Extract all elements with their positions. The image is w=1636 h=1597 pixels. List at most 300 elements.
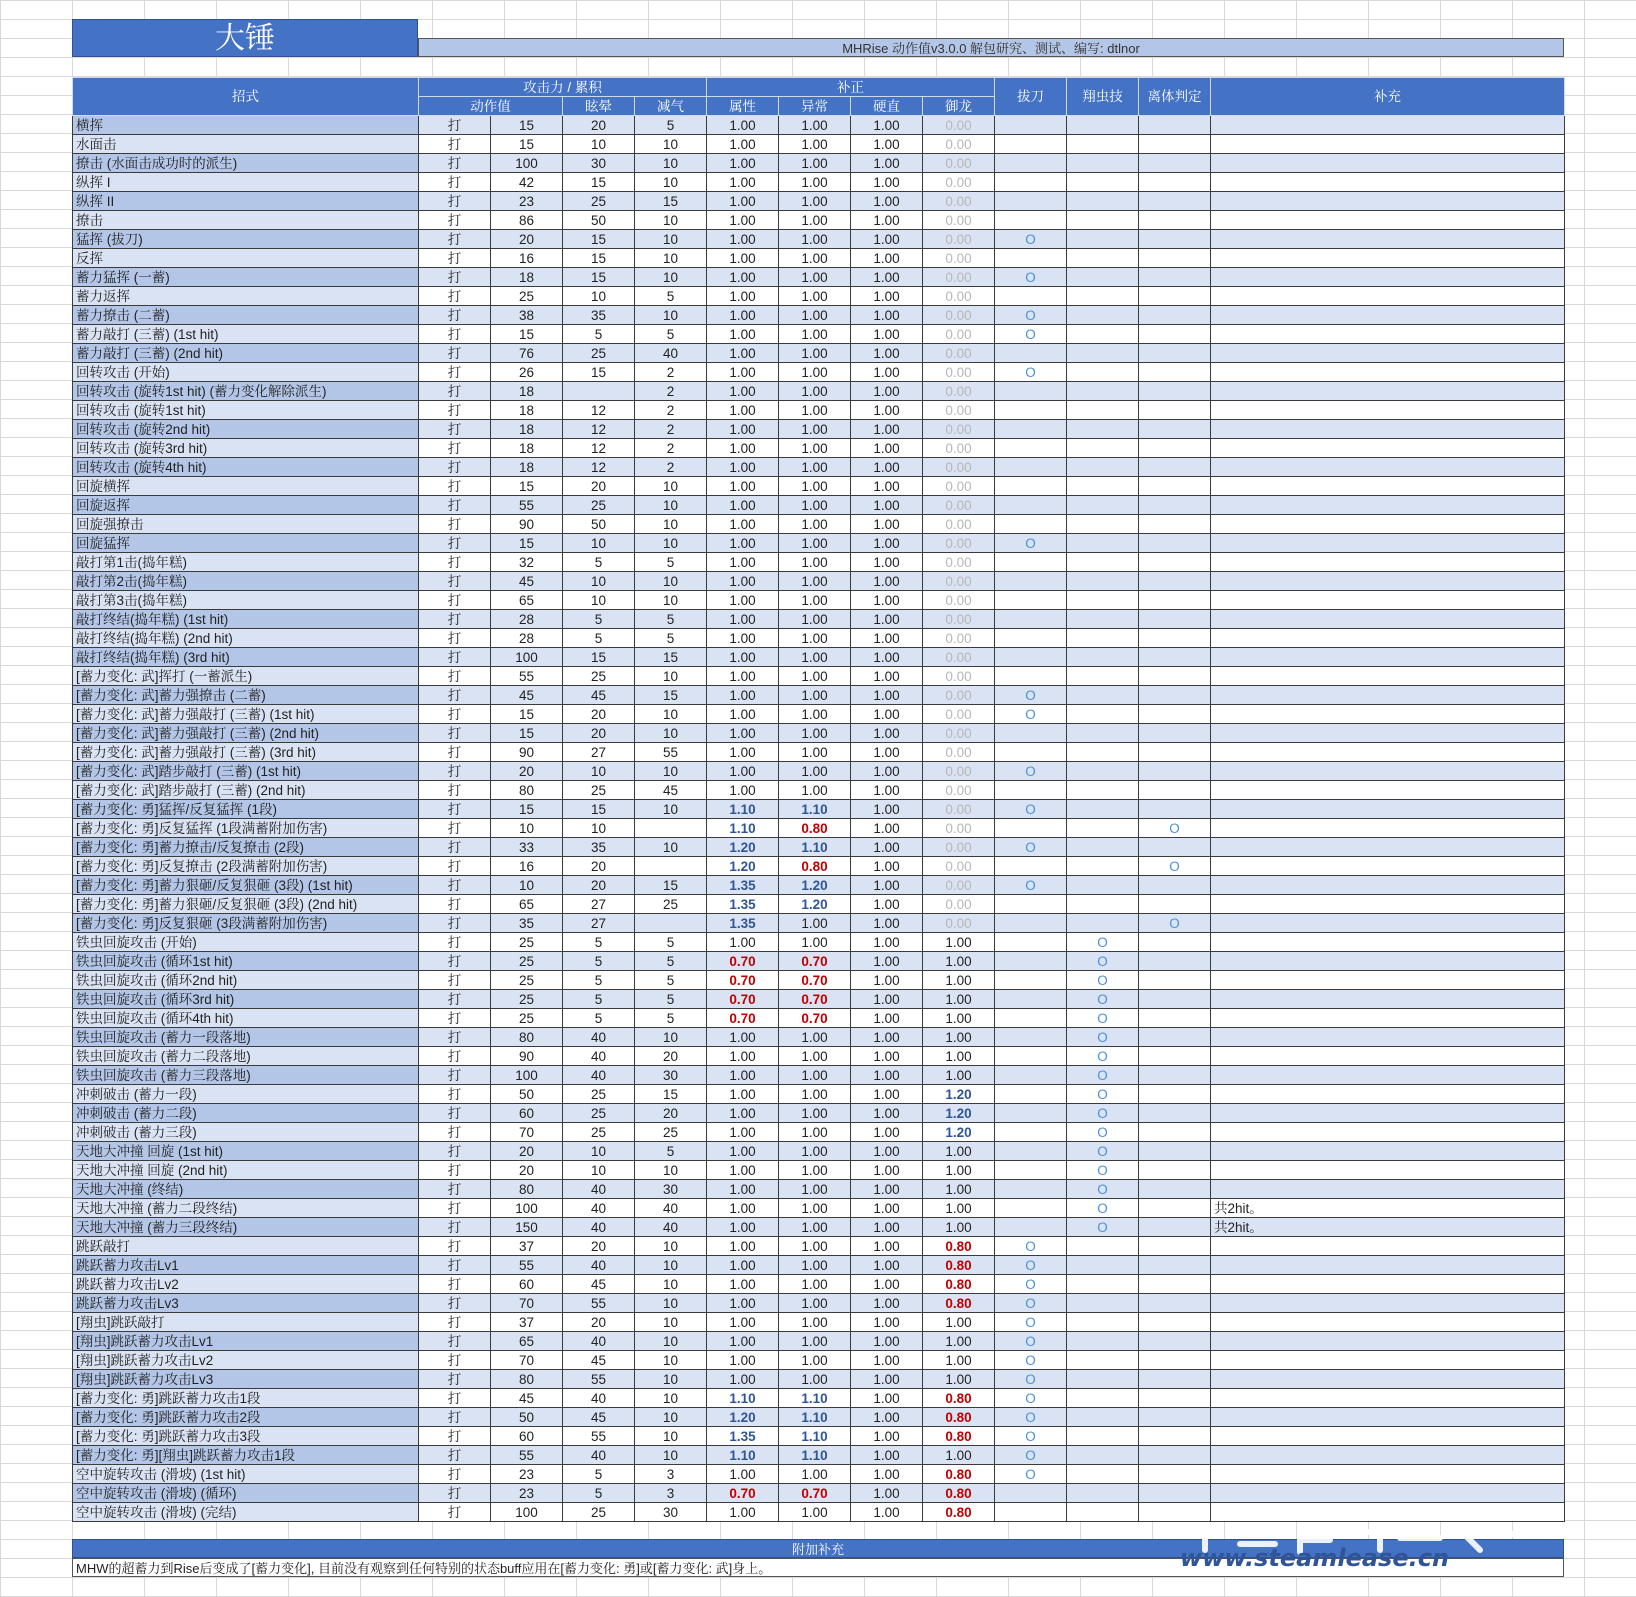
exhaust-cell[interactable]: 2 <box>635 363 707 382</box>
hitstop-mod-cell[interactable]: 1.00 <box>851 1104 923 1123</box>
offset-flag-cell[interactable]: O <box>1139 914 1211 933</box>
stun-cell[interactable]: 20 <box>563 857 635 876</box>
offset-flag-cell[interactable] <box>1139 990 1211 1009</box>
status-mod-cell[interactable]: 1.00 <box>779 629 851 648</box>
draw-flag-cell[interactable]: O <box>995 1332 1067 1351</box>
exhaust-cell[interactable]: 10 <box>635 1237 707 1256</box>
wyvern-riding-mod-cell[interactable]: 0.00 <box>923 116 995 135</box>
header-stun[interactable]: 眩晕 <box>563 97 635 116</box>
header-wyvern-riding[interactable]: 御龙 <box>923 97 995 116</box>
motion-value-cell[interactable]: 18 <box>491 401 563 420</box>
hitstop-mod-cell[interactable]: 1.00 <box>851 572 923 591</box>
exhaust-cell[interactable]: 55 <box>635 743 707 762</box>
move-name-cell[interactable]: 天地大冲撞 (蓄力三段终结) <box>73 1218 419 1237</box>
damage-type-cell[interactable]: 打 <box>419 1351 491 1370</box>
motion-value-cell[interactable]: 25 <box>491 990 563 1009</box>
wyvern-riding-mod-cell[interactable]: 0.00 <box>923 800 995 819</box>
damage-type-cell[interactable]: 打 <box>419 857 491 876</box>
damage-type-cell[interactable]: 打 <box>419 116 491 135</box>
move-name-cell[interactable]: [蓄力变化: 武]蓄力强敲打 (三蓄) (2nd hit) <box>73 724 419 743</box>
status-mod-cell[interactable]: 1.00 <box>779 458 851 477</box>
stun-cell[interactable]: 20 <box>563 1237 635 1256</box>
offset-flag-cell[interactable] <box>1139 1256 1211 1275</box>
exhaust-cell[interactable]: 2 <box>635 420 707 439</box>
exhaust-cell[interactable]: 5 <box>635 287 707 306</box>
move-name-cell[interactable]: 跳跃蓄力攻击Lv2 <box>73 1275 419 1294</box>
element-mod-cell[interactable]: 1.00 <box>707 667 779 686</box>
wyvern-riding-mod-cell[interactable]: 0.80 <box>923 1237 995 1256</box>
offset-flag-cell[interactable] <box>1139 496 1211 515</box>
offset-flag-cell[interactable] <box>1139 363 1211 382</box>
exhaust-cell[interactable]: 10 <box>635 173 707 192</box>
stun-cell[interactable]: 27 <box>563 743 635 762</box>
offset-flag-cell[interactable] <box>1139 1465 1211 1484</box>
wirebug-flag-cell[interactable] <box>1067 800 1139 819</box>
draw-flag-cell[interactable]: O <box>995 1427 1067 1446</box>
draw-flag-cell[interactable]: O <box>995 534 1067 553</box>
exhaust-cell[interactable]: 3 <box>635 1465 707 1484</box>
offset-flag-cell[interactable] <box>1139 230 1211 249</box>
status-mod-cell[interactable]: 1.00 <box>779 1199 851 1218</box>
damage-type-cell[interactable]: 打 <box>419 1066 491 1085</box>
stun-cell[interactable]: 40 <box>563 1218 635 1237</box>
move-name-cell[interactable]: 空中旋转攻击 (滑坡) (完结) <box>73 1503 419 1522</box>
move-name-cell[interactable]: 回转攻击 (旋转1st hit) (蓄力变化解除派生) <box>73 382 419 401</box>
stun-cell[interactable]: 12 <box>563 420 635 439</box>
draw-flag-cell[interactable] <box>995 1104 1067 1123</box>
motion-value-cell[interactable]: 10 <box>491 876 563 895</box>
exhaust-cell[interactable]: 5 <box>635 971 707 990</box>
motion-value-cell[interactable]: 80 <box>491 1028 563 1047</box>
element-mod-cell[interactable]: 1.00 <box>707 743 779 762</box>
draw-flag-cell[interactable] <box>995 1066 1067 1085</box>
status-mod-cell[interactable]: 0.70 <box>779 971 851 990</box>
note-cell[interactable] <box>1211 1503 1565 1522</box>
hitstop-mod-cell[interactable]: 1.00 <box>851 1389 923 1408</box>
wyvern-riding-mod-cell[interactable]: 0.00 <box>923 230 995 249</box>
status-mod-cell[interactable]: 1.00 <box>779 420 851 439</box>
damage-type-cell[interactable]: 打 <box>419 914 491 933</box>
damage-type-cell[interactable]: 打 <box>419 1313 491 1332</box>
exhaust-cell[interactable]: 2 <box>635 458 707 477</box>
exhaust-cell[interactable]: 2 <box>635 382 707 401</box>
damage-type-cell[interactable]: 打 <box>419 1370 491 1389</box>
note-cell[interactable] <box>1211 420 1565 439</box>
wyvern-riding-mod-cell[interactable]: 1.00 <box>923 1142 995 1161</box>
move-name-cell[interactable]: 纵挥 I <box>73 173 419 192</box>
wyvern-riding-mod-cell[interactable]: 0.00 <box>923 838 995 857</box>
move-name-cell[interactable]: 蓄力撩击 (二蓄) <box>73 306 419 325</box>
status-mod-cell[interactable]: 1.00 <box>779 1218 851 1237</box>
wirebug-flag-cell[interactable] <box>1067 173 1139 192</box>
draw-flag-cell[interactable]: O <box>995 325 1067 344</box>
header-exhaust[interactable]: 减气 <box>635 97 707 116</box>
motion-value-cell[interactable]: 55 <box>491 496 563 515</box>
exhaust-cell[interactable]: 10 <box>635 249 707 268</box>
draw-flag-cell[interactable]: O <box>995 363 1067 382</box>
exhaust-cell[interactable]: 10 <box>635 1275 707 1294</box>
stun-cell[interactable]: 5 <box>563 933 635 952</box>
offset-flag-cell[interactable] <box>1139 1009 1211 1028</box>
draw-flag-cell[interactable] <box>995 553 1067 572</box>
wirebug-flag-cell[interactable] <box>1067 344 1139 363</box>
offset-flag-cell[interactable] <box>1139 667 1211 686</box>
offset-flag-cell[interactable] <box>1139 1389 1211 1408</box>
motion-value-cell[interactable]: 23 <box>491 1484 563 1503</box>
draw-flag-cell[interactable] <box>995 990 1067 1009</box>
status-mod-cell[interactable]: 1.00 <box>779 572 851 591</box>
wyvern-riding-mod-cell[interactable]: 0.00 <box>923 458 995 477</box>
status-mod-cell[interactable]: 1.00 <box>779 477 851 496</box>
stun-cell[interactable]: 40 <box>563 1446 635 1465</box>
offset-flag-cell[interactable] <box>1139 1332 1211 1351</box>
wirebug-flag-cell[interactable]: O <box>1067 990 1139 1009</box>
draw-flag-cell[interactable]: O <box>995 268 1067 287</box>
offset-flag-cell[interactable] <box>1139 1218 1211 1237</box>
move-name-cell[interactable]: [蓄力变化: 勇]猛挥/反复猛挥 (1段) <box>73 800 419 819</box>
note-cell[interactable] <box>1211 1427 1565 1446</box>
wirebug-flag-cell[interactable] <box>1067 857 1139 876</box>
stun-cell[interactable]: 15 <box>563 230 635 249</box>
stun-cell[interactable]: 25 <box>563 781 635 800</box>
exhaust-cell[interactable]: 5 <box>635 990 707 1009</box>
offset-flag-cell[interactable] <box>1139 344 1211 363</box>
damage-type-cell[interactable]: 打 <box>419 1009 491 1028</box>
hitstop-mod-cell[interactable]: 1.00 <box>851 1351 923 1370</box>
draw-flag-cell[interactable] <box>995 1503 1067 1522</box>
move-name-cell[interactable]: 天地大冲撞 (终结) <box>73 1180 419 1199</box>
note-cell[interactable] <box>1211 344 1565 363</box>
wyvern-riding-mod-cell[interactable]: 0.80 <box>923 1408 995 1427</box>
hitstop-mod-cell[interactable]: 1.00 <box>851 1446 923 1465</box>
stun-cell[interactable]: 25 <box>563 496 635 515</box>
damage-type-cell[interactable]: 打 <box>419 420 491 439</box>
wyvern-riding-mod-cell[interactable]: 0.00 <box>923 401 995 420</box>
motion-value-cell[interactable]: 50 <box>491 1408 563 1427</box>
motion-value-cell[interactable]: 26 <box>491 363 563 382</box>
element-mod-cell[interactable]: 1.00 <box>707 1218 779 1237</box>
hitstop-mod-cell[interactable]: 1.00 <box>851 439 923 458</box>
note-cell[interactable] <box>1211 1047 1565 1066</box>
damage-type-cell[interactable]: 打 <box>419 344 491 363</box>
move-name-cell[interactable]: 铁虫回旋攻击 (循环4th hit) <box>73 1009 419 1028</box>
element-mod-cell[interactable]: 1.00 <box>707 610 779 629</box>
note-cell[interactable] <box>1211 553 1565 572</box>
header-status[interactable]: 异常 <box>779 97 851 116</box>
offset-flag-cell[interactable] <box>1139 781 1211 800</box>
wirebug-flag-cell[interactable] <box>1067 1427 1139 1446</box>
exhaust-cell[interactable]: 25 <box>635 895 707 914</box>
offset-flag-cell[interactable] <box>1139 325 1211 344</box>
wyvern-riding-mod-cell[interactable]: 0.00 <box>923 705 995 724</box>
wyvern-riding-mod-cell[interactable]: 0.80 <box>923 1256 995 1275</box>
damage-type-cell[interactable]: 打 <box>419 173 491 192</box>
wyvern-riding-mod-cell[interactable]: 0.00 <box>923 781 995 800</box>
stun-cell[interactable]: 35 <box>563 306 635 325</box>
element-mod-cell[interactable]: 1.00 <box>707 1351 779 1370</box>
offset-flag-cell[interactable] <box>1139 1484 1211 1503</box>
wyvern-riding-mod-cell[interactable]: 1.00 <box>923 933 995 952</box>
motion-value-cell[interactable]: 65 <box>491 1332 563 1351</box>
draw-flag-cell[interactable] <box>995 610 1067 629</box>
offset-flag-cell[interactable] <box>1139 1370 1211 1389</box>
draw-flag-cell[interactable] <box>995 667 1067 686</box>
damage-type-cell[interactable]: 打 <box>419 1427 491 1446</box>
element-mod-cell[interactable]: 1.10 <box>707 1389 779 1408</box>
stun-cell[interactable]: 25 <box>563 1104 635 1123</box>
draw-flag-cell[interactable] <box>995 382 1067 401</box>
wirebug-flag-cell[interactable] <box>1067 781 1139 800</box>
wirebug-flag-cell[interactable] <box>1067 610 1139 629</box>
exhaust-cell[interactable]: 10 <box>635 572 707 591</box>
wyvern-riding-mod-cell[interactable]: 1.00 <box>923 1161 995 1180</box>
hitstop-mod-cell[interactable]: 1.00 <box>851 743 923 762</box>
note-cell[interactable] <box>1211 1484 1565 1503</box>
stun-cell[interactable]: 5 <box>563 1465 635 1484</box>
draw-flag-cell[interactable]: O <box>995 1351 1067 1370</box>
offset-flag-cell[interactable] <box>1139 420 1211 439</box>
element-mod-cell[interactable]: 1.00 <box>707 1066 779 1085</box>
wyvern-riding-mod-cell[interactable]: 0.00 <box>923 610 995 629</box>
wirebug-flag-cell[interactable] <box>1067 515 1139 534</box>
element-mod-cell[interactable]: 1.00 <box>707 268 779 287</box>
offset-flag-cell[interactable] <box>1139 1104 1211 1123</box>
motion-value-cell[interactable]: 15 <box>491 135 563 154</box>
header-move[interactable]: 招式 <box>73 78 419 116</box>
element-mod-cell[interactable]: 1.20 <box>707 1408 779 1427</box>
wirebug-flag-cell[interactable] <box>1067 382 1139 401</box>
offset-flag-cell[interactable] <box>1139 1199 1211 1218</box>
motion-value-cell[interactable]: 25 <box>491 1009 563 1028</box>
wyvern-riding-mod-cell[interactable]: 0.00 <box>923 211 995 230</box>
offset-flag-cell[interactable] <box>1139 1085 1211 1104</box>
stun-cell[interactable]: 15 <box>563 249 635 268</box>
wirebug-flag-cell[interactable] <box>1067 477 1139 496</box>
hitstop-mod-cell[interactable]: 1.00 <box>851 1218 923 1237</box>
wirebug-flag-cell[interactable] <box>1067 1351 1139 1370</box>
draw-flag-cell[interactable] <box>995 648 1067 667</box>
stun-cell[interactable]: 12 <box>563 458 635 477</box>
draw-flag-cell[interactable]: O <box>995 1465 1067 1484</box>
status-mod-cell[interactable]: 1.00 <box>779 1294 851 1313</box>
damage-type-cell[interactable]: 打 <box>419 1028 491 1047</box>
exhaust-cell[interactable]: 5 <box>635 933 707 952</box>
damage-type-cell[interactable]: 打 <box>419 1218 491 1237</box>
draw-flag-cell[interactable] <box>995 173 1067 192</box>
stun-cell[interactable] <box>563 382 635 401</box>
note-cell[interactable] <box>1211 1085 1565 1104</box>
stun-cell[interactable]: 5 <box>563 629 635 648</box>
hitstop-mod-cell[interactable]: 1.00 <box>851 344 923 363</box>
wyvern-riding-mod-cell[interactable]: 0.80 <box>923 1503 995 1522</box>
motion-value-cell[interactable]: 70 <box>491 1294 563 1313</box>
move-name-cell[interactable]: 空中旋转攻击 (滑坡) (循环) <box>73 1484 419 1503</box>
exhaust-cell[interactable]: 10 <box>635 1351 707 1370</box>
damage-type-cell[interactable]: 打 <box>419 287 491 306</box>
hitstop-mod-cell[interactable]: 1.00 <box>851 1180 923 1199</box>
wyvern-riding-mod-cell[interactable]: 0.80 <box>923 1484 995 1503</box>
damage-type-cell[interactable]: 打 <box>419 1104 491 1123</box>
status-mod-cell[interactable]: 1.00 <box>779 325 851 344</box>
hitstop-mod-cell[interactable]: 1.00 <box>851 800 923 819</box>
motion-value-cell[interactable]: 15 <box>491 116 563 135</box>
wirebug-flag-cell[interactable] <box>1067 553 1139 572</box>
header-hitstop[interactable]: 硬直 <box>851 97 923 116</box>
wyvern-riding-mod-cell[interactable]: 0.00 <box>923 914 995 933</box>
wyvern-riding-mod-cell[interactable]: 0.00 <box>923 306 995 325</box>
hitstop-mod-cell[interactable]: 1.00 <box>851 610 923 629</box>
offset-flag-cell[interactable] <box>1139 1180 1211 1199</box>
draw-flag-cell[interactable]: O <box>995 1294 1067 1313</box>
wyvern-riding-mod-cell[interactable]: 0.00 <box>923 496 995 515</box>
damage-type-cell[interactable]: 打 <box>419 705 491 724</box>
exhaust-cell[interactable]: 5 <box>635 1142 707 1161</box>
note-cell[interactable] <box>1211 914 1565 933</box>
hitstop-mod-cell[interactable]: 1.00 <box>851 1294 923 1313</box>
hitstop-mod-cell[interactable]: 1.00 <box>851 1332 923 1351</box>
element-mod-cell[interactable]: 1.00 <box>707 230 779 249</box>
hitstop-mod-cell[interactable]: 1.00 <box>851 173 923 192</box>
motion-value-cell[interactable]: 15 <box>491 800 563 819</box>
note-cell[interactable] <box>1211 135 1565 154</box>
motion-value-cell[interactable]: 15 <box>491 477 563 496</box>
element-mod-cell[interactable]: 1.00 <box>707 1465 779 1484</box>
note-cell[interactable] <box>1211 173 1565 192</box>
wirebug-flag-cell[interactable]: O <box>1067 1161 1139 1180</box>
stun-cell[interactable]: 55 <box>563 1370 635 1389</box>
damage-type-cell[interactable]: 打 <box>419 1294 491 1313</box>
note-cell[interactable] <box>1211 287 1565 306</box>
hitstop-mod-cell[interactable]: 1.00 <box>851 1066 923 1085</box>
move-name-cell[interactable]: 回转攻击 (旋转3rd hit) <box>73 439 419 458</box>
status-mod-cell[interactable]: 0.80 <box>779 819 851 838</box>
offset-flag-cell[interactable] <box>1139 1503 1211 1522</box>
header-element[interactable]: 属性 <box>707 97 779 116</box>
status-mod-cell[interactable]: 1.00 <box>779 1085 851 1104</box>
motion-value-cell[interactable]: 80 <box>491 1180 563 1199</box>
hitstop-mod-cell[interactable]: 1.00 <box>851 819 923 838</box>
note-cell[interactable] <box>1211 534 1565 553</box>
element-mod-cell[interactable]: 1.00 <box>707 781 779 800</box>
draw-flag-cell[interactable]: O <box>995 762 1067 781</box>
element-mod-cell[interactable]: 1.35 <box>707 1427 779 1446</box>
damage-type-cell[interactable]: 打 <box>419 154 491 173</box>
status-mod-cell[interactable]: 1.00 <box>779 1351 851 1370</box>
element-mod-cell[interactable]: 1.00 <box>707 1104 779 1123</box>
status-mod-cell[interactable]: 1.00 <box>779 496 851 515</box>
element-mod-cell[interactable]: 1.20 <box>707 857 779 876</box>
motion-value-cell[interactable]: 100 <box>491 648 563 667</box>
offset-flag-cell[interactable] <box>1139 800 1211 819</box>
stun-cell[interactable]: 20 <box>563 1313 635 1332</box>
stun-cell[interactable]: 55 <box>563 1294 635 1313</box>
stun-cell[interactable]: 15 <box>563 363 635 382</box>
note-cell[interactable] <box>1211 1408 1565 1427</box>
element-mod-cell[interactable]: 1.00 <box>707 287 779 306</box>
wyvern-riding-mod-cell[interactable]: 1.00 <box>923 1028 995 1047</box>
offset-flag-cell[interactable] <box>1139 895 1211 914</box>
element-mod-cell[interactable]: 1.00 <box>707 401 779 420</box>
note-cell[interactable] <box>1211 1294 1565 1313</box>
exhaust-cell[interactable]: 25 <box>635 1123 707 1142</box>
move-name-cell[interactable]: 铁虫回旋攻击 (循环3rd hit) <box>73 990 419 1009</box>
status-mod-cell[interactable]: 0.80 <box>779 857 851 876</box>
note-cell[interactable] <box>1211 1446 1565 1465</box>
draw-flag-cell[interactable] <box>995 724 1067 743</box>
exhaust-cell[interactable]: 5 <box>635 629 707 648</box>
motion-value-cell[interactable]: 20 <box>491 1161 563 1180</box>
status-mod-cell[interactable]: 1.10 <box>779 1408 851 1427</box>
wyvern-riding-mod-cell[interactable]: 0.00 <box>923 724 995 743</box>
motion-value-cell[interactable]: 35 <box>491 914 563 933</box>
move-name-cell[interactable]: 铁虫回旋攻击 (蓄力二段落地) <box>73 1047 419 1066</box>
draw-flag-cell[interactable] <box>995 781 1067 800</box>
status-mod-cell[interactable]: 0.70 <box>779 952 851 971</box>
element-mod-cell[interactable]: 1.00 <box>707 762 779 781</box>
wyvern-riding-mod-cell[interactable]: 0.00 <box>923 344 995 363</box>
status-mod-cell[interactable]: 1.00 <box>779 268 851 287</box>
stun-cell[interactable]: 20 <box>563 116 635 135</box>
status-mod-cell[interactable]: 1.10 <box>779 1389 851 1408</box>
wirebug-flag-cell[interactable] <box>1067 363 1139 382</box>
exhaust-cell[interactable]: 20 <box>635 1104 707 1123</box>
offset-flag-cell[interactable] <box>1139 743 1211 762</box>
wirebug-flag-cell[interactable] <box>1067 401 1139 420</box>
exhaust-cell[interactable]: 40 <box>635 1218 707 1237</box>
exhaust-cell[interactable]: 10 <box>635 477 707 496</box>
offset-flag-cell[interactable] <box>1139 876 1211 895</box>
damage-type-cell[interactable]: 打 <box>419 1408 491 1427</box>
status-mod-cell[interactable]: 1.00 <box>779 363 851 382</box>
stun-cell[interactable]: 20 <box>563 477 635 496</box>
stun-cell[interactable]: 20 <box>563 724 635 743</box>
offset-flag-cell[interactable] <box>1139 1294 1211 1313</box>
element-mod-cell[interactable]: 1.00 <box>707 325 779 344</box>
wyvern-riding-mod-cell[interactable]: 1.00 <box>923 990 995 1009</box>
wyvern-riding-mod-cell[interactable]: 0.00 <box>923 363 995 382</box>
exhaust-cell[interactable]: 2 <box>635 439 707 458</box>
wyvern-riding-mod-cell[interactable]: 1.00 <box>923 971 995 990</box>
wirebug-flag-cell[interactable] <box>1067 1237 1139 1256</box>
wyvern-riding-mod-cell[interactable]: 1.20 <box>923 1104 995 1123</box>
motion-value-cell[interactable]: 32 <box>491 553 563 572</box>
motion-value-cell[interactable]: 18 <box>491 420 563 439</box>
note-cell[interactable] <box>1211 990 1565 1009</box>
wyvern-riding-mod-cell[interactable]: 1.00 <box>923 1351 995 1370</box>
hitstop-mod-cell[interactable]: 1.00 <box>851 971 923 990</box>
stun-cell[interactable]: 10 <box>563 135 635 154</box>
move-name-cell[interactable]: 天地大冲撞 回旋 (1st hit) <box>73 1142 419 1161</box>
damage-type-cell[interactable]: 打 <box>419 496 491 515</box>
note-cell[interactable] <box>1211 1332 1565 1351</box>
exhaust-cell[interactable]: 10 <box>635 705 707 724</box>
motion-value-cell[interactable]: 100 <box>491 1503 563 1522</box>
motion-value-cell[interactable]: 80 <box>491 1370 563 1389</box>
element-mod-cell[interactable]: 1.00 <box>707 933 779 952</box>
status-mod-cell[interactable]: 1.10 <box>779 1427 851 1446</box>
stun-cell[interactable]: 40 <box>563 1389 635 1408</box>
hitstop-mod-cell[interactable]: 1.00 <box>851 401 923 420</box>
draw-flag-cell[interactable] <box>995 1199 1067 1218</box>
offset-flag-cell[interactable] <box>1139 401 1211 420</box>
status-mod-cell[interactable]: 1.00 <box>779 1332 851 1351</box>
damage-type-cell[interactable]: 打 <box>419 1237 491 1256</box>
wyvern-riding-mod-cell[interactable]: 0.00 <box>923 382 995 401</box>
stun-cell[interactable]: 5 <box>563 952 635 971</box>
damage-type-cell[interactable]: 打 <box>419 1142 491 1161</box>
stun-cell[interactable]: 15 <box>563 173 635 192</box>
offset-flag-cell[interactable] <box>1139 458 1211 477</box>
